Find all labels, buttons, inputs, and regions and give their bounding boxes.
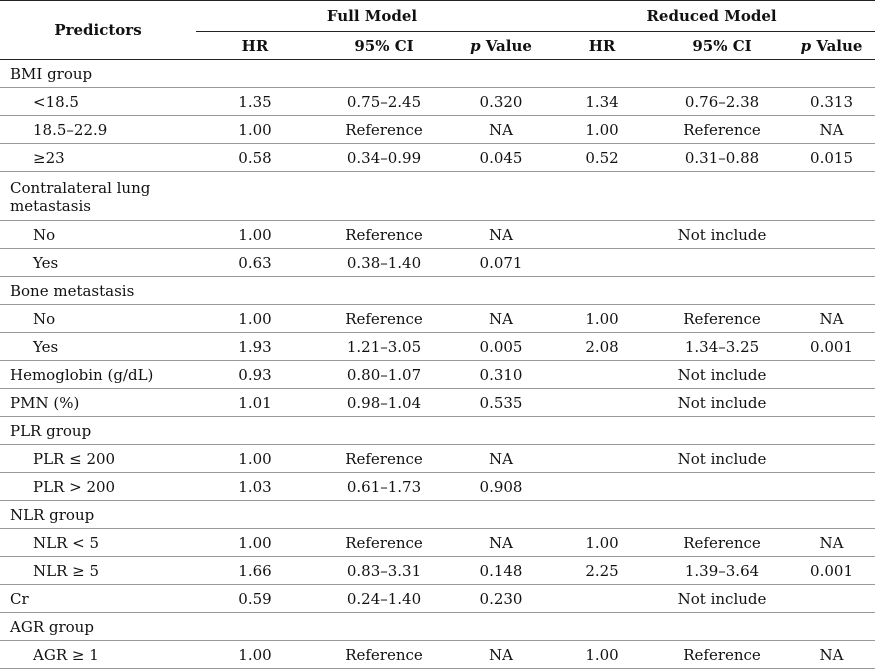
reduced-hr-cell: 1.00: [548, 305, 656, 333]
table-row: [0, 60, 875, 88]
reduced-p-cell: 0.001: [788, 333, 875, 361]
reduced-ci-cell: Not include: [656, 361, 788, 389]
reduced-ci-cell: Reference: [656, 305, 788, 333]
full-ci-cell: 0.98–1.04: [314, 389, 454, 417]
reduced-p-cell: [788, 361, 875, 389]
full-ci-cell: 0.83–3.31: [314, 557, 454, 585]
table-row: [0, 333, 875, 361]
reduced-p-cell: [788, 277, 875, 305]
reduced-p-cell: [788, 585, 875, 613]
reduced-ci-cell: Not include: [656, 445, 788, 473]
row-label: Cr: [0, 585, 196, 613]
row-label: NLR < 5: [0, 529, 196, 557]
full-p-cell: [454, 277, 548, 305]
full-hr-cell: 0.58: [196, 144, 314, 172]
full-ci-cell: [314, 417, 454, 445]
reduced-model-header: Reduced Model: [548, 1, 875, 32]
table-header: [0, 1, 875, 60]
full-hr-header: HR: [196, 32, 314, 60]
row-label: PLR > 200: [0, 473, 196, 501]
full-ci-cell: Reference: [314, 445, 454, 473]
reduced-hr-cell: 2.08: [548, 333, 656, 361]
full-hr-cell: [196, 613, 314, 641]
full-p-cell: 0.005: [454, 333, 548, 361]
reduced-hr-cell: [548, 445, 656, 473]
reduced-hr-header: HR: [548, 32, 656, 60]
full-ci-cell: Reference: [314, 221, 454, 249]
full-p-cell: 0.320: [454, 88, 548, 116]
reduced-p-header: [788, 32, 875, 60]
table-row: [0, 221, 875, 249]
reduced-ci-header: 95% CI: [656, 32, 788, 60]
table-row: [0, 473, 875, 501]
full-hr-cell: 1.35: [196, 88, 314, 116]
reduced-ci-cell: 1.39–3.64: [656, 557, 788, 585]
reduced-p-cell: [788, 445, 875, 473]
reduced-ci-cell: 0.31–0.88: [656, 144, 788, 172]
reduced-p-cell: [788, 249, 875, 277]
full-p-cell: 0.045: [454, 144, 548, 172]
reduced-hr-cell: 1.00: [548, 641, 656, 669]
full-p-cell: 0.071: [454, 249, 548, 277]
reduced-hr-cell: 0.52: [548, 144, 656, 172]
reduced-p-cell: NA: [788, 529, 875, 557]
full-hr-cell: 1.03: [196, 473, 314, 501]
full-p-cell: [454, 417, 548, 445]
reduced-p-cell: NA: [788, 305, 875, 333]
table-row: [0, 305, 875, 333]
table-row: [0, 88, 875, 116]
table-row: [0, 445, 875, 473]
row-label: Contralateral lung metastasis: [0, 172, 196, 221]
row-label: Yes: [0, 249, 196, 277]
full-ci-cell: Reference: [314, 116, 454, 144]
full-ci-cell: 0.38–1.40: [314, 249, 454, 277]
p-value-word: Value: [811, 36, 863, 55]
reduced-hr-cell: [548, 277, 656, 305]
reduced-p-cell: NA: [788, 116, 875, 144]
reduced-ci-cell: Not include: [656, 221, 788, 249]
reduced-p-cell: 0.015: [788, 144, 875, 172]
full-p-cell: [454, 613, 548, 641]
reduced-p-cell: [788, 172, 875, 221]
table-row: [0, 277, 875, 305]
reduced-hr-cell: 1.34: [548, 88, 656, 116]
reduced-ci-cell: [656, 249, 788, 277]
reduced-p-cell: [788, 473, 875, 501]
full-hr-cell: [196, 172, 314, 221]
full-hr-cell: 1.93: [196, 333, 314, 361]
full-p-cell: NA: [454, 445, 548, 473]
table-row: [0, 361, 875, 389]
reduced-ci-cell: 0.76–2.38: [656, 88, 788, 116]
full-p-cell: NA: [454, 305, 548, 333]
full-ci-cell: [314, 501, 454, 529]
full-p-cell: 0.535: [454, 389, 548, 417]
row-label: AGR ≥ 1: [0, 641, 196, 669]
row-label: PLR group: [0, 417, 196, 445]
full-hr-cell: 1.00: [196, 529, 314, 557]
reduced-ci-cell: [656, 60, 788, 88]
predictors-header: Predictors: [0, 1, 196, 60]
full-model-header: Full Model: [196, 1, 548, 32]
table-row: [0, 144, 875, 172]
reduced-p-cell: [788, 613, 875, 641]
reduced-hr-cell: [548, 585, 656, 613]
reduced-hr-cell: [548, 221, 656, 249]
reduced-hr-cell: [548, 473, 656, 501]
full-ci-cell: 0.75–2.45: [314, 88, 454, 116]
row-label: NLR ≥ 5: [0, 557, 196, 585]
reduced-hr-cell: 1.00: [548, 529, 656, 557]
full-p-cell: [454, 60, 548, 88]
full-p-header: [454, 32, 548, 60]
full-ci-cell: Reference: [314, 305, 454, 333]
full-p-cell: 0.230: [454, 585, 548, 613]
full-hr-cell: [196, 277, 314, 305]
full-ci-cell: [314, 613, 454, 641]
reduced-p-cell: [788, 60, 875, 88]
p-value-word: Value: [480, 36, 532, 55]
full-hr-cell: 1.00: [196, 305, 314, 333]
reduced-p-cell: [788, 417, 875, 445]
full-hr-cell: 0.93: [196, 361, 314, 389]
row-label: ≥23: [0, 144, 196, 172]
full-p-cell: 0.148: [454, 557, 548, 585]
full-ci-cell: 0.61–1.73: [314, 473, 454, 501]
reduced-hr-cell: [548, 501, 656, 529]
full-hr-cell: 1.01: [196, 389, 314, 417]
row-label: PLR ≤ 200: [0, 445, 196, 473]
p-letter: p: [800, 36, 812, 55]
reduced-hr-cell: [548, 389, 656, 417]
table-row: [0, 585, 875, 613]
reduced-hr-cell: [548, 172, 656, 221]
row-label: AGR group: [0, 613, 196, 641]
reduced-hr-cell: [548, 613, 656, 641]
table-row: [0, 557, 875, 585]
full-ci-cell: [314, 172, 454, 221]
full-p-cell: NA: [454, 221, 548, 249]
row-label: Yes: [0, 333, 196, 361]
reduced-ci-cell: [656, 277, 788, 305]
full-hr-cell: 0.59: [196, 585, 314, 613]
full-ci-cell: [314, 277, 454, 305]
table-row: [0, 417, 875, 445]
full-ci-cell: 0.24–1.40: [314, 585, 454, 613]
row-label: No: [0, 305, 196, 333]
row-label: NLR group: [0, 501, 196, 529]
table-row: [0, 172, 875, 221]
reduced-hr-cell: [548, 249, 656, 277]
full-hr-cell: 1.00: [196, 445, 314, 473]
full-hr-cell: 0.63: [196, 249, 314, 277]
full-ci-cell: [314, 60, 454, 88]
full-p-cell: NA: [454, 116, 548, 144]
full-hr-cell: 1.66: [196, 557, 314, 585]
full-hr-cell: 1.00: [196, 641, 314, 669]
reduced-p-cell: [788, 221, 875, 249]
row-label: BMI group: [0, 60, 196, 88]
reduced-hr-cell: [548, 417, 656, 445]
row-label: <18.5: [0, 88, 196, 116]
reduced-ci-cell: 1.34–3.25: [656, 333, 788, 361]
full-ci-cell: 0.34–0.99: [314, 144, 454, 172]
full-p-cell: NA: [454, 641, 548, 669]
row-label: PMN (%): [0, 389, 196, 417]
row-label: Hemoglobin (g/dL): [0, 361, 196, 389]
full-hr-cell: [196, 501, 314, 529]
reduced-ci-cell: [656, 417, 788, 445]
full-p-cell: [454, 501, 548, 529]
full-p-cell: 0.310: [454, 361, 548, 389]
table-row: [0, 641, 875, 669]
full-hr-cell: [196, 60, 314, 88]
full-ci-header: 95% CI: [314, 32, 454, 60]
full-p-cell: 0.908: [454, 473, 548, 501]
reduced-ci-cell: Reference: [656, 529, 788, 557]
full-hr-cell: 1.00: [196, 116, 314, 144]
full-hr-cell: [196, 417, 314, 445]
full-ci-cell: 0.80–1.07: [314, 361, 454, 389]
full-ci-cell: Reference: [314, 641, 454, 669]
table-row: [0, 613, 875, 641]
table-body: [0, 60, 875, 669]
table-row: [0, 389, 875, 417]
reduced-ci-cell: [656, 501, 788, 529]
reduced-hr-cell: 1.00: [548, 116, 656, 144]
full-ci-cell: 1.21–3.05: [314, 333, 454, 361]
reduced-hr-cell: [548, 60, 656, 88]
row-label: 18.5–22.9: [0, 116, 196, 144]
reduced-ci-cell: Not include: [656, 389, 788, 417]
reduced-p-cell: NA: [788, 641, 875, 669]
reduced-ci-cell: Not include: [656, 585, 788, 613]
reduced-ci-cell: [656, 613, 788, 641]
full-p-cell: NA: [454, 529, 548, 557]
table-row: [0, 501, 875, 529]
reduced-ci-cell: [656, 172, 788, 221]
full-p-cell: [454, 172, 548, 221]
reduced-ci-cell: Reference: [656, 116, 788, 144]
reduced-p-cell: [788, 501, 875, 529]
full-hr-cell: 1.00: [196, 221, 314, 249]
table-row: [0, 116, 875, 144]
reduced-hr-cell: 2.25: [548, 557, 656, 585]
reduced-p-cell: [788, 389, 875, 417]
reduced-ci-cell: Reference: [656, 641, 788, 669]
p-letter: p: [470, 36, 481, 55]
row-label: No: [0, 221, 196, 249]
reduced-p-cell: 0.001: [788, 557, 875, 585]
reduced-ci-cell: [656, 473, 788, 501]
reduced-p-cell: 0.313: [788, 88, 875, 116]
row-label: Bone metastasis: [0, 277, 196, 305]
reduced-hr-cell: [548, 361, 656, 389]
full-ci-cell: Reference: [314, 529, 454, 557]
table-row: [0, 529, 875, 557]
table-row: [0, 249, 875, 277]
